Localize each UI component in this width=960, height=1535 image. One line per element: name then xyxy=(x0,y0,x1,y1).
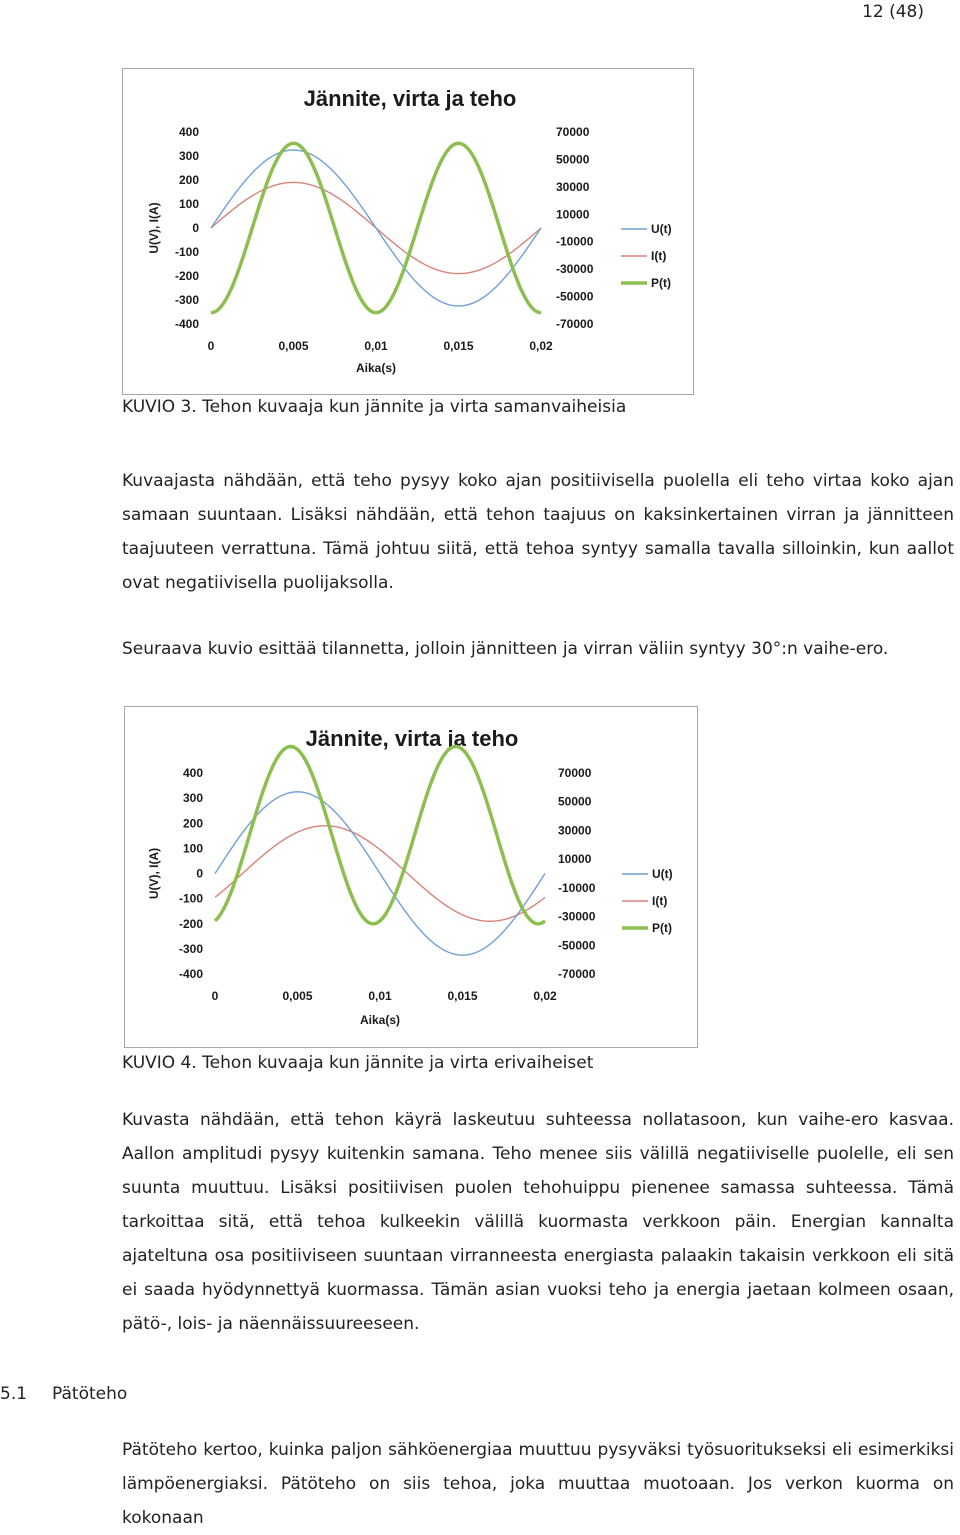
y-tick-left: -400 xyxy=(174,317,199,331)
paragraph-3: Kuvasta nähdään, että tehon käyrä laskeutuu suhteessa nollatasoon, kun vaihe-ero kasvaa. Aallon amplitudi pysyy kuitenkin samana. Teho menee siis välillä negatiiviselle puolelle, eli sen suunta muuttuu. Lisäksi positiivisen puolen tehohuippu pienenee samassa suhteessa. Tämä tarkoittaa sitä, että tehoa kulkeekin välillä kuormasta verkkoon päin. Energian kannalta ajateltuna osa positiiviseen suuntaan virranneesta energiasta palaakin takaisin verkkoon eli sitä ei saada hyödynnettyä kuormassa. Tämän asian vuoksi teho ja energia jaetaan kolmeen osaan, pätö-, lois- ja näennäissuureeseen. xyxy=(122,1110,954,1334)
paragraph-1: Kuvaajasta nähdään, että teho pysyy koko ajan positiivisella puolella eli teho virtaa koko ajan samaan suuntaan. Lisäksi nähdään, että tehon taajuus on kaksinkertainen virran ja jännitteen taajuuteen verrattuna. Tämä johtuu siitä, että tehoa syntyy samalla tavalla silloinkin, kun aallot ovat negatiivisella puolijaksolla. xyxy=(122,471,954,593)
chart-svg-1 xyxy=(123,69,693,394)
paragraph-4: Pätöteho kertoo, kuinka paljon sähköenergiaa muuttuu pysyväksi työsuoritukseksi eli esimerkiksi lämpöenergiaksi. Pätöteho on siis tehoa, joka muuttaa muotoaan. Jos verkon kuorma on kokonaan xyxy=(122,1440,954,1528)
section-number: 5.1 xyxy=(0,1384,28,1404)
chart-svg-2 xyxy=(125,707,697,1047)
y-tick-left: 400 xyxy=(178,125,199,139)
y-tick-left: -100 xyxy=(174,245,199,259)
section-heading xyxy=(0,1377,127,1411)
x-tick: 0,01 xyxy=(368,989,392,1003)
x-axis-label: Aika(s) xyxy=(359,1013,401,1027)
y-tick-right: 50000 xyxy=(556,152,590,167)
figure-4-chart xyxy=(124,706,698,1048)
y-tick-right: -50000 xyxy=(558,938,596,953)
page-number: 12 (48) xyxy=(862,2,924,22)
x-axis-label: Aika(s) xyxy=(355,361,397,375)
figure-3-caption: KUVIO 3. Tehon kuvaaja kun jännite ja virta samanvaiheisia xyxy=(122,397,627,417)
y-tick-left: 400 xyxy=(182,766,203,780)
y-tick-left: 300 xyxy=(178,149,199,163)
y-tick-left: 0 xyxy=(192,221,199,235)
series-line-pt xyxy=(215,747,545,924)
section-title: Pätöteho xyxy=(52,1384,128,1404)
y-tick-right: -70000 xyxy=(556,317,594,331)
y-tick-right: 10000 xyxy=(558,852,592,867)
y-tick-right: 30000 xyxy=(558,823,592,838)
y-tick-left: 100 xyxy=(182,841,203,856)
y-tick-left: 100 xyxy=(178,197,199,211)
x-tick: 0,015 xyxy=(447,989,478,1003)
y-tick-left: -400 xyxy=(178,967,203,981)
paragraph-2: Seuraava kuvio esittää tilannetta, jolloin jännitteen ja virran väliin syntyy 30°:n vaihe-ero. xyxy=(122,639,889,659)
x-tick: 0,015 xyxy=(443,339,474,353)
y-axis-label: U(V), I(A) xyxy=(147,202,161,254)
x-tick: 0,02 xyxy=(533,989,557,1003)
y-tick-left: -200 xyxy=(174,269,199,283)
series-line-ut xyxy=(211,150,541,306)
y-tick-left: 200 xyxy=(182,816,203,831)
x-tick: 0 xyxy=(207,339,215,353)
y-tick-right: -30000 xyxy=(556,262,594,277)
y-tick-right: -50000 xyxy=(556,289,594,304)
legend-label: U(t) xyxy=(651,222,672,236)
legend-label: U(t) xyxy=(652,867,673,881)
series-line-ut xyxy=(215,792,545,955)
legend-label: P(t) xyxy=(651,276,671,290)
y-tick-left: 200 xyxy=(178,173,199,187)
y-tick-right: 70000 xyxy=(556,125,590,139)
y-tick-right: -10000 xyxy=(556,234,594,249)
y-tick-right: 10000 xyxy=(556,207,590,222)
y-tick-right: -30000 xyxy=(558,909,596,924)
x-tick: 0 xyxy=(211,989,219,1003)
figure-3-chart xyxy=(122,68,694,395)
y-tick-right: 50000 xyxy=(558,794,592,809)
y-tick-left: -100 xyxy=(178,891,203,906)
legend-label: I(t) xyxy=(651,249,667,263)
legend-label: I(t) xyxy=(652,894,668,908)
y-tick-left: -300 xyxy=(174,293,199,307)
y-tick-right: 30000 xyxy=(556,179,590,194)
x-tick: 0,005 xyxy=(282,989,313,1003)
x-tick: 0,01 xyxy=(364,339,388,353)
y-tick-right: -70000 xyxy=(558,967,596,981)
legend-label: P(t) xyxy=(652,921,672,935)
y-axis-label: U(V), I(A) xyxy=(147,847,161,900)
chart-title: Jännite, virta ja teho xyxy=(305,726,519,751)
y-tick-left: 0 xyxy=(196,866,203,881)
y-tick-left: 300 xyxy=(182,791,203,806)
y-tick-left: -300 xyxy=(178,941,203,956)
figure-4-caption: KUVIO 4. Tehon kuvaaja kun jännite ja virta erivaiheiset xyxy=(122,1053,594,1073)
y-tick-left: -200 xyxy=(178,916,203,931)
y-tick-right: -10000 xyxy=(558,880,596,895)
x-tick: 0,02 xyxy=(529,339,553,353)
x-tick: 0,005 xyxy=(278,339,309,353)
chart-title: Jännite, virta ja teho xyxy=(303,86,517,111)
y-tick-right: 70000 xyxy=(558,766,592,780)
